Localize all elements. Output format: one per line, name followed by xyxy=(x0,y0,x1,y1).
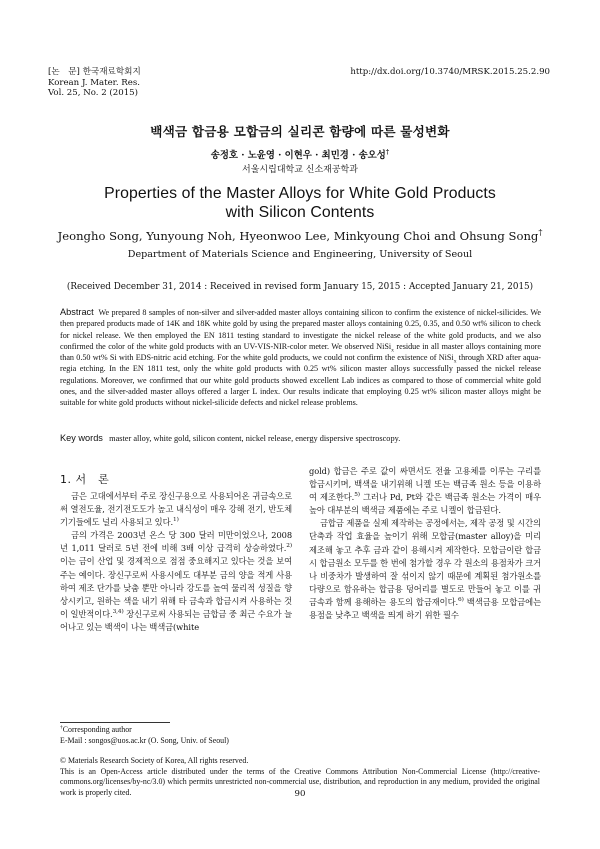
abstract-text-3: through XRD after aqua-regia etching. In the EN 1811 test, only the white gold products with 0.25 wt% silicon master alloys successfully passed the nickel release regulations. Moreover, we confirmed that our white gold products showed excellent Lab indices as compared to those of commercial white gold ones, and the silver-added master alloys offered a larger L index. Our results indicate that employing 0.25 wt% silicon master alloys might be suitable for white gold products without nickel-silicide defects and nickel release problems. xyxy=(60,353,541,408)
received-dates: (Received December 31, 2014 : Received in revised form January 15, 2015 : Accepted January 21, 2015) xyxy=(66,282,534,292)
keywords xyxy=(60,433,541,443)
journal-name-en: Korean J. Mater. Res. xyxy=(48,77,140,88)
abstract xyxy=(60,307,541,409)
authors-korean-names: 송정호 · 노윤영 · 이현우 · 최민경 · 송오성 xyxy=(210,150,386,161)
paragraph-text: 그러나 Pd, Pt와 같은 백금족 원소는 가격이 매우 높아 대부분의 백색금 제품에는 주로 니켈이 합금된다. xyxy=(309,492,541,516)
paragraph-text: gold) 합금은 주로 값이 싸면서도 전율 고용체를 이루는 구리를 합금시키며, 백색을 내기위해 니켈 또는 백금족 원소 등을 이용하여 제조한다. xyxy=(309,466,541,503)
paragraph-text: 금은 고대에서부터 주로 장신구용으로 사용되어온 귀금속으로써 열전도율, 전기전도도가 높고 내식성이 매우 강해 전기, 반도체 기기들에도 널리 사용되고 있다. xyxy=(60,491,292,528)
paragraph-text: 이는 금이 산업 및 경제적으로 점점 중요해지고 있다는 것을 보여주는 예이다. 장신구로써 사용시에도 대부분 금의 양을 적게 사용하여 제조 단가를 낮춤 뿐만 아니라 강도를 높여 물리적 성질을 향상시키고, 원하는 색을 내기 위해 타 금속과 합금시켜 사용하는 것이 일반적이다. xyxy=(60,556,292,619)
title-english-line1: Properties of the Master Alloys for White Gold Products xyxy=(104,185,496,202)
footnote-divider xyxy=(60,722,170,723)
journal-header xyxy=(48,67,308,99)
authors-english xyxy=(0,229,600,243)
title-english-line2: with Silicon Contents xyxy=(225,204,375,221)
paragraph xyxy=(60,529,292,634)
body-column-right xyxy=(309,465,541,622)
body-column-left xyxy=(60,490,292,634)
title-korean: 백색금 합금용 모합금의 실리콘 함량에 따른 물성변화 xyxy=(150,124,450,139)
authors-english-names: Jeongho Song, Yunyoung Noh, Hyeonwoo Lee, Minkyoung Choi and Ohsung Song xyxy=(57,229,539,243)
citation: 2) xyxy=(286,543,292,550)
paragraph-text: 장신구로써 사용되는 금합금 중 최근 수요가 늘어나고 있는 백색이 나는 백색금(white xyxy=(60,608,292,632)
corresponding-email[interactable]: E-Mail : songos@uos.ac.kr (O. Song, Univ. of Seoul) xyxy=(60,735,229,745)
abstract-sub-2: x xyxy=(453,358,457,365)
title-english xyxy=(40,184,560,222)
keywords-text: master alloy, white gold, silicon content, nickel release, energy dispersive spectroscopy. xyxy=(109,434,401,443)
paragraph-text: 백색금용 모합금에는 용점을 낮추고 백색을 띄게 하기 위한 필수 xyxy=(309,596,542,621)
corresponding-author xyxy=(60,725,540,736)
citation: 6) xyxy=(458,597,464,604)
copyright-line: © Materials Research Society of Korea, All rights reserved. xyxy=(60,756,249,765)
page-number: 90 xyxy=(294,789,306,799)
section-heading xyxy=(60,471,109,487)
section-number: 1. xyxy=(60,473,72,486)
abstract-label: Abstract xyxy=(60,307,94,317)
journal-name-ko: [논 문] 한국재료학회지 xyxy=(48,67,141,77)
footnote-mark: † xyxy=(60,724,63,731)
affiliation-english: Department of Materials Science and Engineering, University of Seoul xyxy=(127,249,473,260)
abstract-sub-1: x xyxy=(391,347,394,354)
doi-link[interactable]: http://dx.doi.org/10.3740/MRSK.2015.25.2.90 xyxy=(350,67,550,77)
authors-korean xyxy=(0,147,600,161)
abstract-text-1: We prepared 8 samples of non-silver and silver-added master alloys containing silicon to confirm the existence of nickel-silicides. We then prepared products made of 14K and 18K white gold by using the prepared master alloys containing 0.25, 0.35, and 0.50 wt% silicon to check for nickel release. We then employed the EN 1811 testing standard to investigate the nickel release of the white gold products, and we also confirmed the color of the white gold products with an UV-VIS-NIR-color meter. We observed NiSi xyxy=(60,308,541,351)
corresponding-mark-en: † xyxy=(538,227,543,238)
license-text: This is an Open-Access article distributed under the terms of the Creative Commons Attribution Non-Commercial License (http://creative-commons.org/licenses/by-nc/3.0) which permits unrestricted non-commercial use, distribution, and reproduction in any medium, provided the original work is properly cited. xyxy=(60,766,540,797)
corresponding-label: Corresponding author xyxy=(62,725,132,734)
abstract-text-2: residue in all master alloys containing more than 0.50 wt% Si with EDS-nitric acid etching. For the white gold products, we could not confirm the existence of NiSi xyxy=(60,341,541,363)
citation: 5) xyxy=(354,492,360,499)
affiliation-korean: 서울시립대학교 신소재공학과 xyxy=(242,165,358,175)
citation: 3,4) xyxy=(112,609,124,616)
corresponding-footnote xyxy=(60,725,540,746)
journal-volume: Vol. 25, No. 2 (2015) xyxy=(48,88,138,99)
section-title: 서 론 xyxy=(75,473,110,486)
citation: 1) xyxy=(173,517,179,524)
paragraph xyxy=(60,490,292,529)
paragraph-text: 금의 가격은 2003년 온스 당 300 달러 미만이었으나, 2008년 1,011 달러로 5년 전에 비해 3배 이상 급격히 상승하였다. xyxy=(60,530,292,554)
corresponding-mark-ko: † xyxy=(385,147,390,156)
paragraph xyxy=(309,465,541,517)
paragraph xyxy=(309,517,541,622)
paragraph-text: 금합금 제품을 실제 제작하는 공정에서는, 제작 공정 및 시간의 단축과 작업 효율을 높이기 위해 모합금(master alloy)을 미리 제조해 놓고 추후 금과 같이 용해시켜 제작한다. 모합금이란 합금 시 합금원소 모두를 한 번에 첨가할 경우 각 원소의 용점차가 크거나 비중차가 발생하여 잘 섞이지 않기 때문에 계획된 첨가원소를 다량으로 함유하는 합금용 덩어리를 별도로 만들어 놓고 이를 귀금속과 함께 용해하는 용도의 합금재이다. xyxy=(309,518,541,607)
keywords-label: Key words xyxy=(60,433,103,443)
